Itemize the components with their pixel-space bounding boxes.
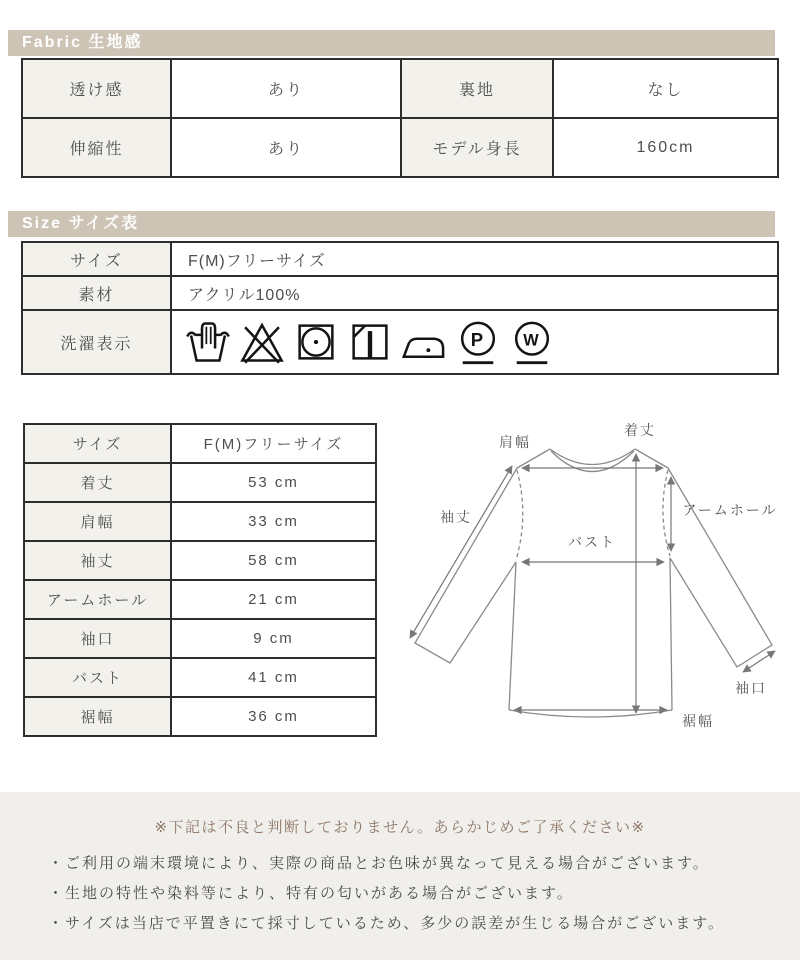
row-label: モデル身長 [401,118,553,177]
row-label: 素材 [22,276,171,310]
row-value: なし [553,59,778,118]
row-value: 58 cm [171,541,376,580]
row-value: 36 cm [171,697,376,736]
row-value: 21 cm [171,580,376,619]
do-not-bleach-icon [238,318,286,366]
column-header: サイズ [24,424,171,463]
column-header: F(M)フリーサイズ [171,424,376,463]
row-label: 肩幅 [24,502,171,541]
iron-low-icon [400,318,448,366]
list-item: ・生地の特性や染料等により、特有の匂いがある場合がございます。 [48,885,574,902]
fabric-table [21,58,779,178]
row-label: サイズ [22,242,171,276]
care-letter: W [523,331,541,350]
table-row [24,658,376,697]
table-header-row [24,424,376,463]
diagram-label-cuff: 袖口 [735,680,767,696]
care-icons-row [184,318,777,366]
wet-clean-w-icon [508,318,556,366]
size-section-header: Size サイズ表 [8,211,775,237]
table-row [24,619,376,658]
diagram-label-hem: 裾幅 [682,713,714,729]
diagram-label-armhole: アームホール [682,502,778,518]
row-value: F(M)フリーサイズ [171,242,778,276]
row-label: 裾幅 [24,697,171,736]
row-value: 41 cm [171,658,376,697]
table-row [22,310,778,374]
diagram-label-length: 着丈 [624,422,656,438]
row-value: アクリル100% [171,276,778,310]
measurements-table [23,423,377,737]
table-row [24,502,376,541]
row-value: 160cm [553,118,778,177]
garment-measurement-diagram [400,420,800,760]
table-row [24,697,376,736]
fabric-section-header: Fabric 生地感 [8,30,775,56]
care-symbols-cell [171,310,778,374]
list-item: ・ご利用の端末環境により、実際の商品とお色味が異なって見える場合がございます。 [48,855,710,872]
armhole-dashed-right [663,470,670,556]
table-row [22,276,778,310]
diagram-label-shoulder: 肩幅 [499,434,531,450]
table-row [24,541,376,580]
row-label: 袖丈 [24,541,171,580]
sleeve-length-arrow [410,466,512,638]
table-row [24,463,376,502]
row-label: 袖口 [24,619,171,658]
row-label: 裏地 [401,59,553,118]
row-label: バスト [24,658,171,697]
row-value: 9 cm [171,619,376,658]
garment-outline [415,449,772,717]
table-row [22,59,778,118]
tumble-dry-low-icon [292,318,340,366]
hand-wash-icon [184,318,232,366]
notes-list [0,849,800,939]
size-info-table [21,241,779,375]
row-value: 53 cm [171,463,376,502]
row-value: 33 cm [171,502,376,541]
notes-title: ※下記は不良と判断しておりません。あらかじめご了承ください※ [154,819,646,836]
armhole-dashed-left [516,470,523,560]
cuff-arrow [743,651,775,672]
row-label: 洗濯表示 [22,310,171,374]
table-row [24,580,376,619]
notes-section [0,792,800,960]
diagram-label-sleeve: 袖丈 [440,509,472,525]
dry-clean-p-icon [454,318,502,366]
row-label: 着丈 [24,463,171,502]
row-value: あり [171,59,401,118]
row-label: 透け感 [22,59,171,118]
row-label: 伸縮性 [22,118,171,177]
table-row [22,242,778,276]
row-label: アームホール [24,580,171,619]
care-letter: P [470,328,486,350]
list-item: ・サイズは当店で平置きにて採寸しているため、多少の誤差が生じる場合がございます。 [48,915,726,932]
row-value: あり [171,118,401,177]
line-dry-in-shade-icon [346,318,394,366]
table-row [22,118,778,177]
diagram-label-bust: バスト [568,534,616,550]
